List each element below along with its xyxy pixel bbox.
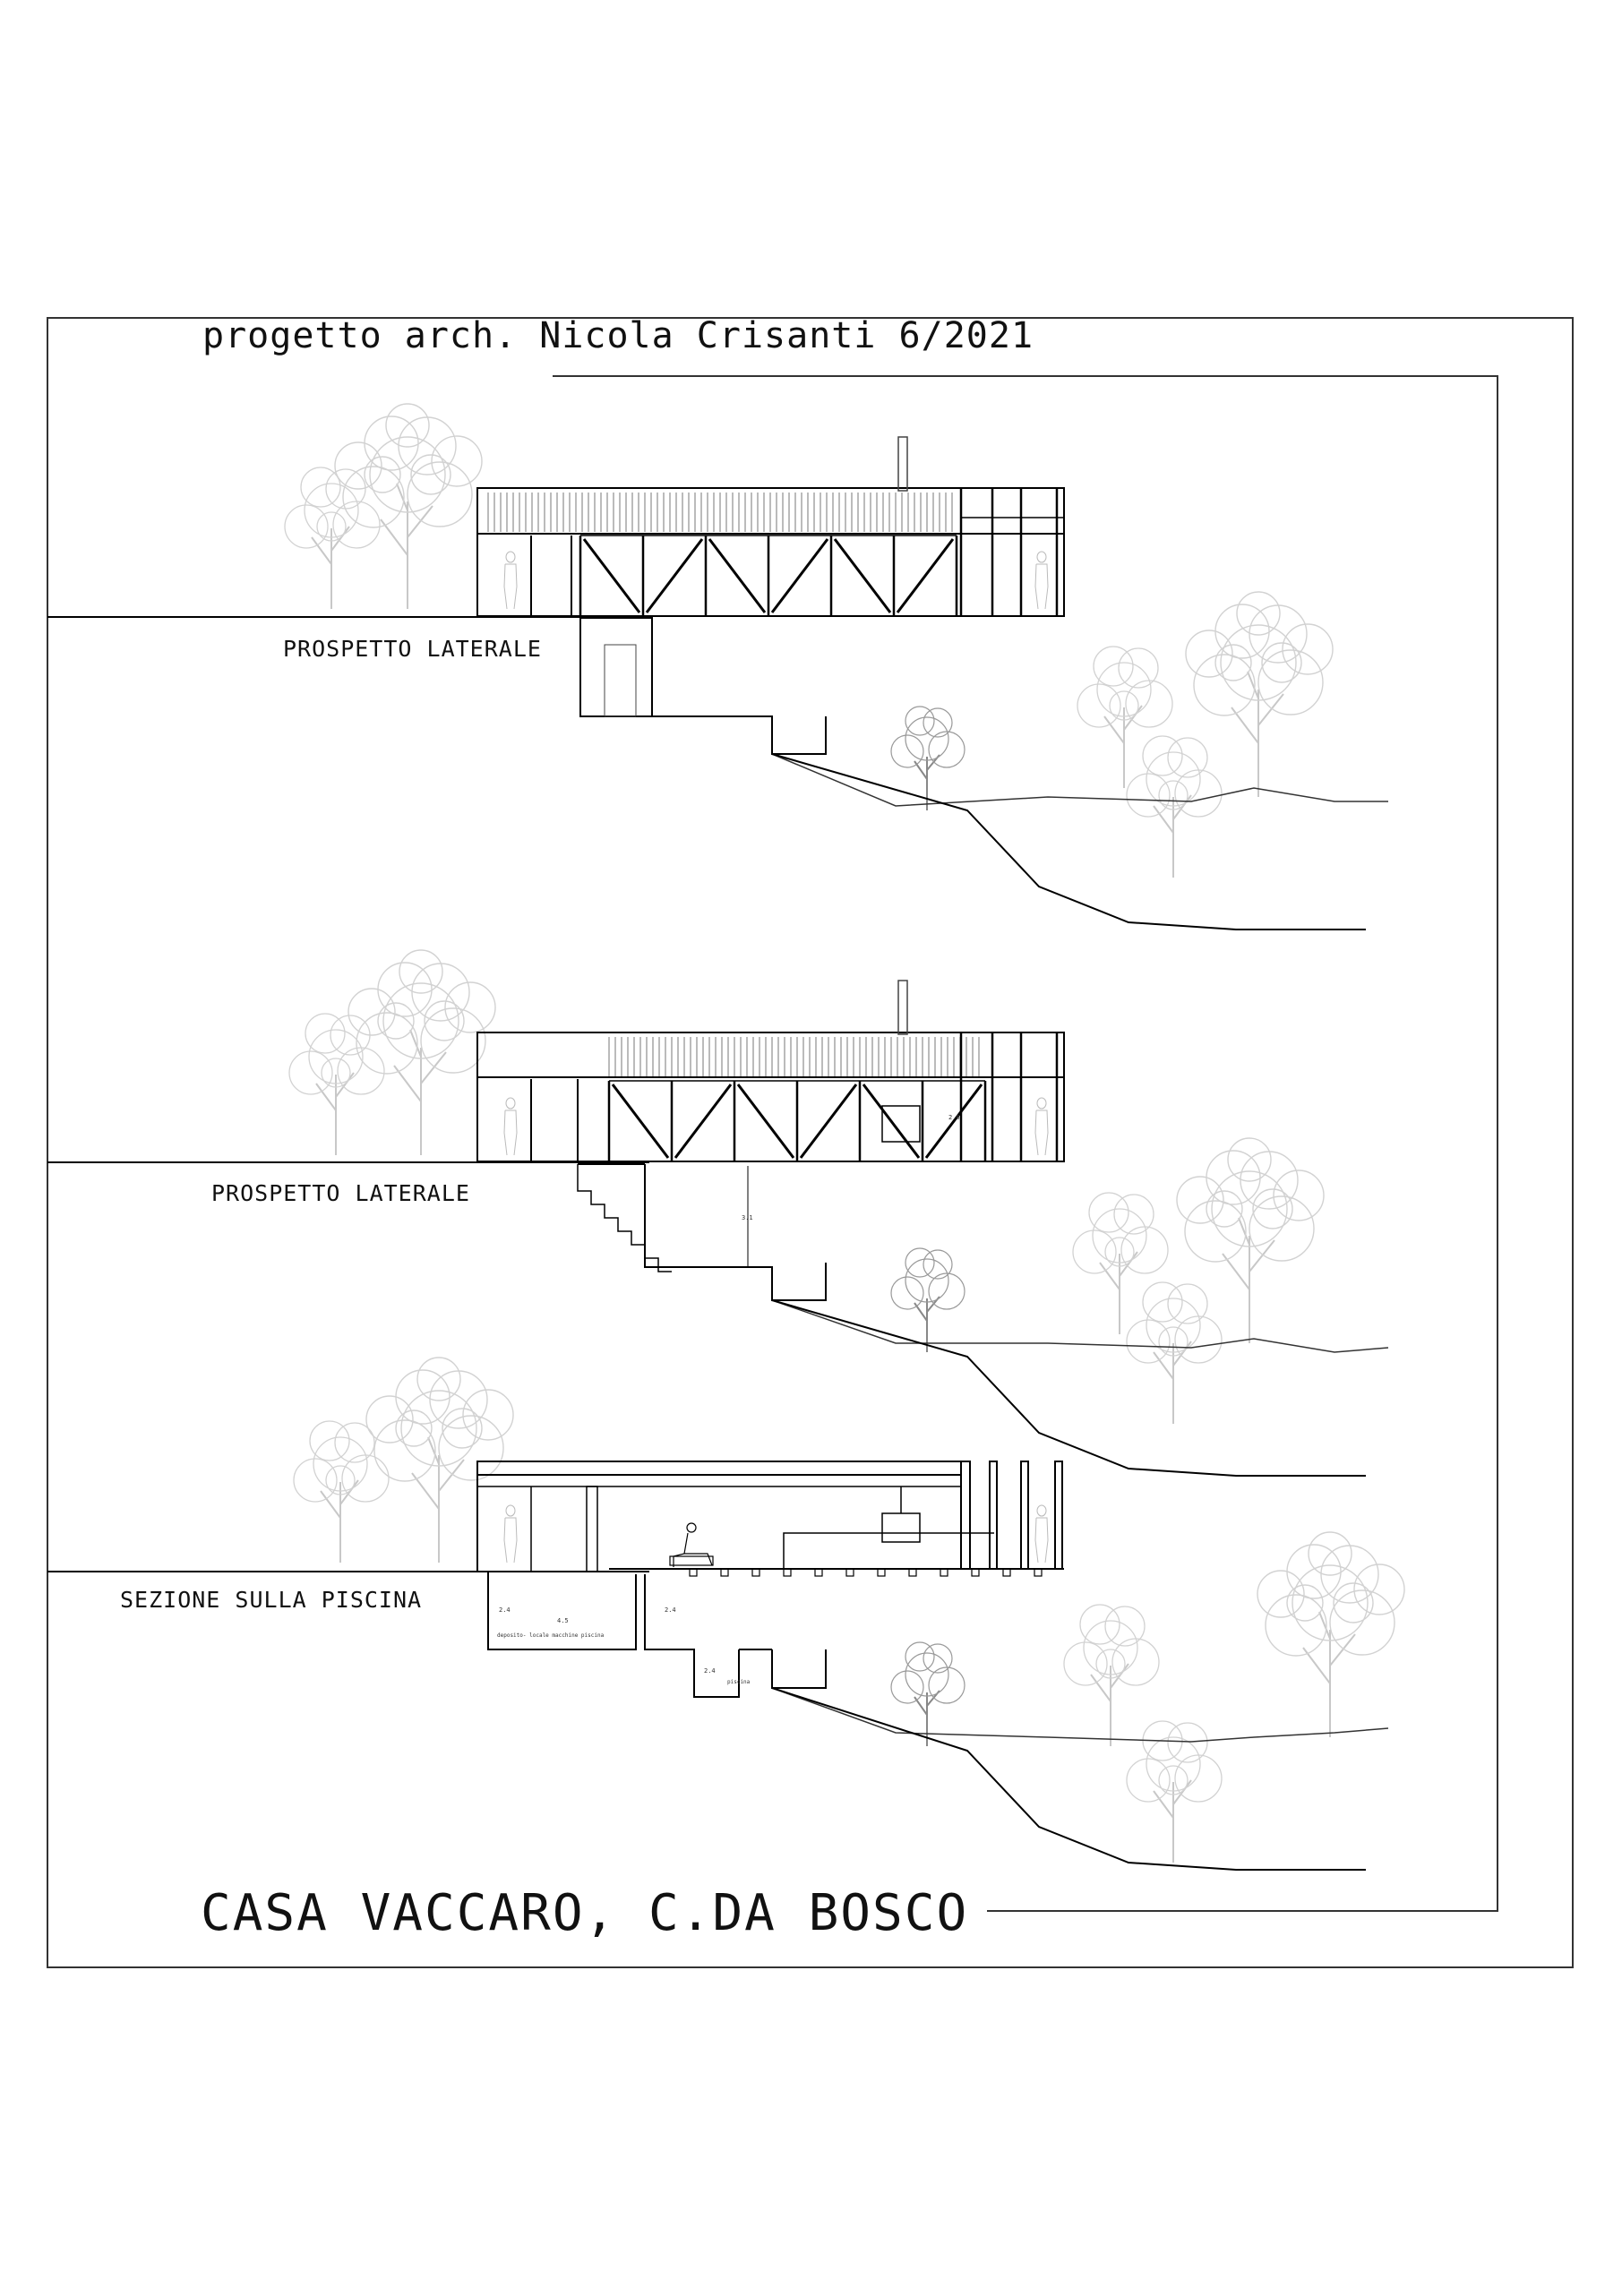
note-piscina: piscina <box>727 1679 751 1685</box>
view-1-elevation <box>47 404 1388 930</box>
dim-pool-2-4: 2.4 <box>704 1667 716 1675</box>
view-3-section <box>47 1358 1404 1870</box>
dim-3-1: 3.1 <box>742 1214 753 1221</box>
view-2-label: PROSPETTO LATERALE <box>211 1180 470 1206</box>
drawing-title: CASA VACCARO, C.DA BOSCO <box>201 1884 969 1942</box>
dim-2-6: 2.6 <box>948 1114 960 1121</box>
view-1-label: PROSPETTO LATERALE <box>283 636 542 662</box>
dim-left-2-4: 2.4 <box>499 1606 511 1614</box>
dim-right-2-4: 2.4 <box>665 1606 676 1614</box>
project-credit: progetto arch. Nicola Crisanti 6/2021 <box>202 315 1034 356</box>
note-deposito: deposito- locale macchine piscina <box>497 1632 605 1639</box>
outer-border <box>47 318 1573 1967</box>
view-3-label: SEZIONE SULLA PISCINA <box>120 1587 423 1613</box>
view-2-elevation <box>47 950 1388 1476</box>
dim-4-5: 4.5 <box>557 1617 569 1624</box>
